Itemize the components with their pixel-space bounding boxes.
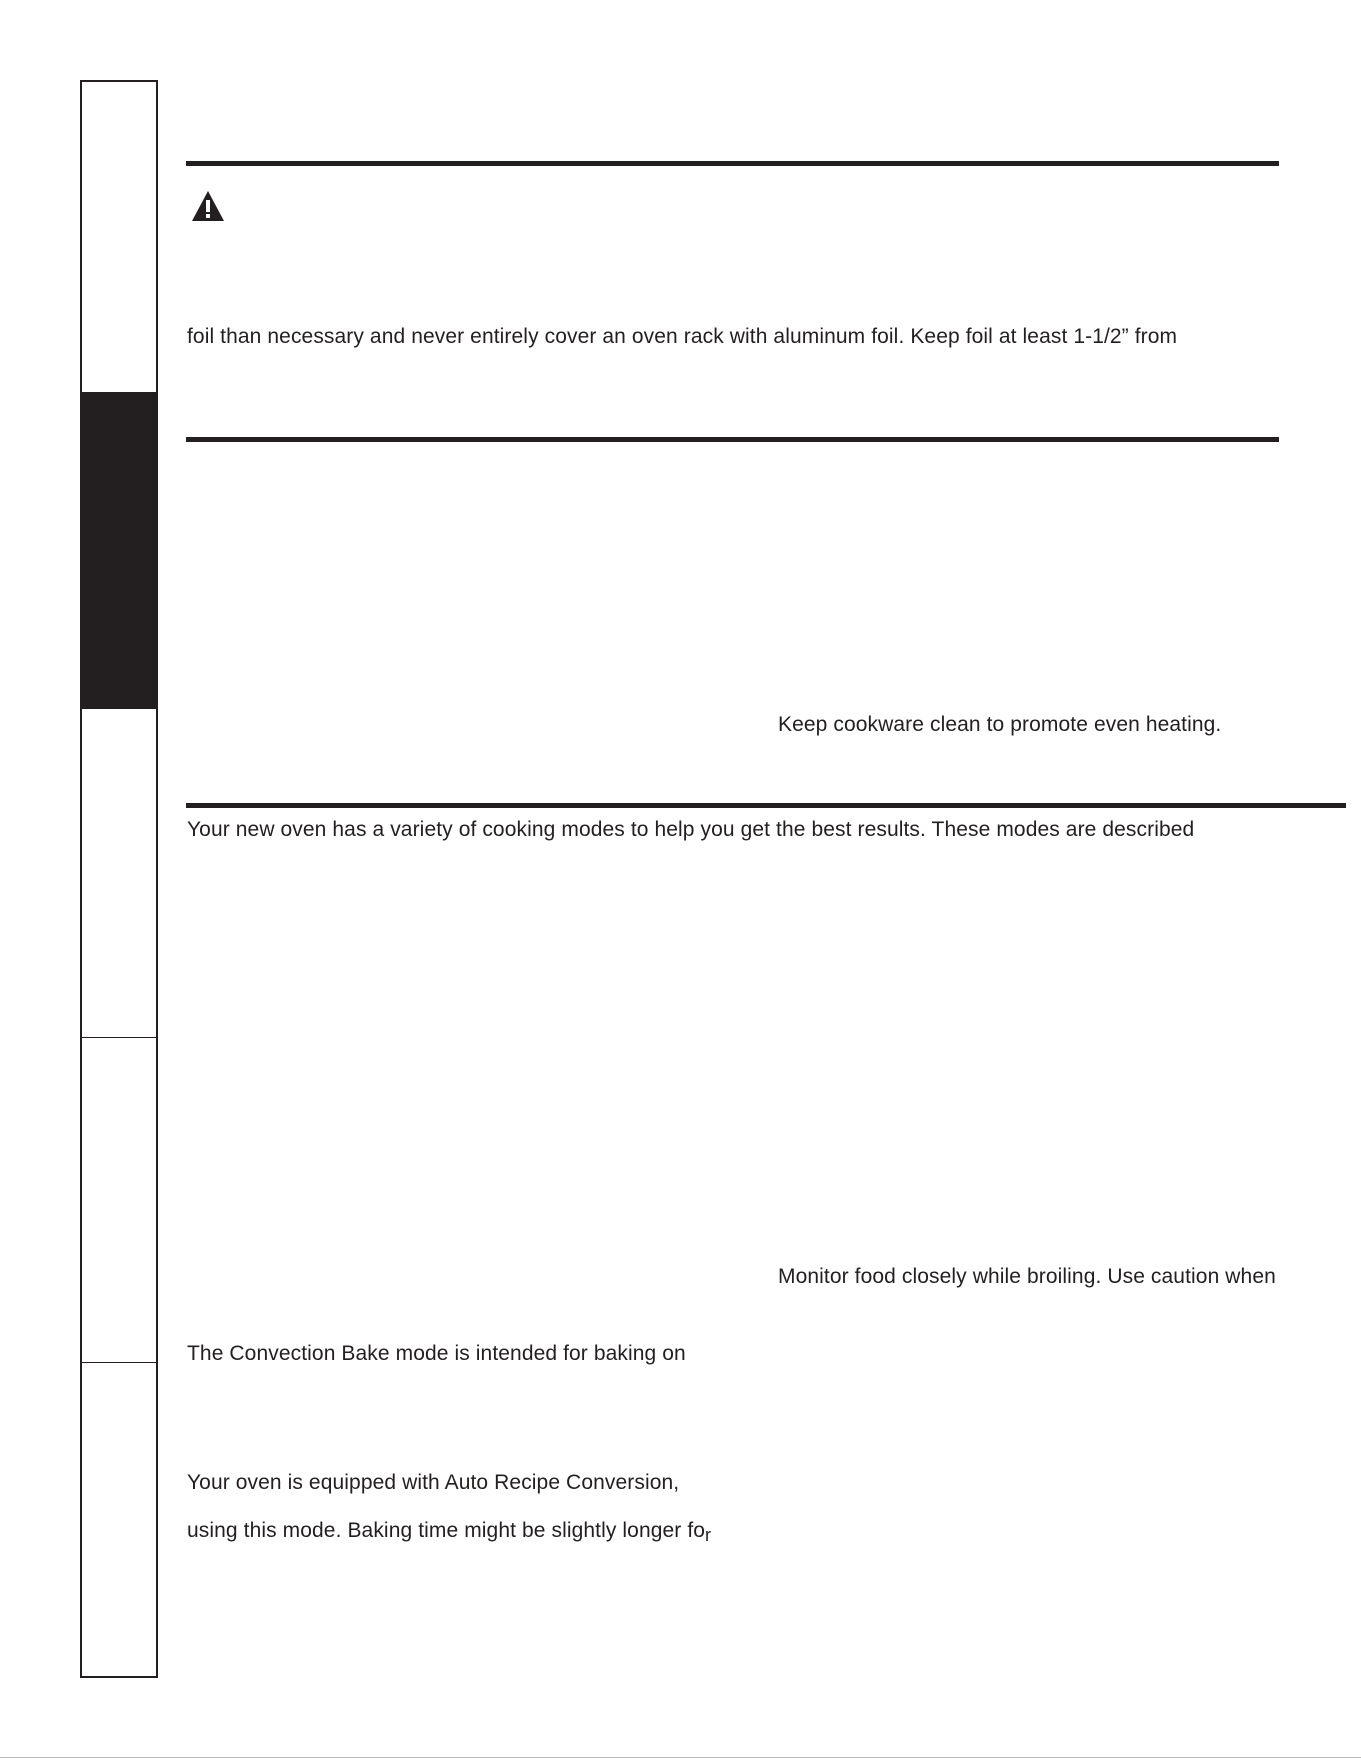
side-tab-divider <box>80 1037 158 1038</box>
page-bottom-rule <box>0 1757 1361 1758</box>
auto-recipe-text-line2-tail: r <box>705 1525 712 1545</box>
section-rule-top <box>186 161 1279 166</box>
modes-intro-text: Your new oven has a variety of cooking modes to help you get the best results. These modes are described <box>187 818 1195 841</box>
broil-caution-text: Monitor food closely while broiling. Use caution when <box>778 1265 1276 1288</box>
side-tab-strip <box>80 80 158 1678</box>
warning-triangle-icon <box>190 189 226 223</box>
auto-recipe-text-line1: Your oven is equipped with Auto Recipe Conversion, <box>187 1471 680 1494</box>
auto-recipe-text-line2 <box>187 1518 711 1544</box>
convection-bake-text: The Convection Bake mode is intended for baking on <box>187 1342 686 1365</box>
section-rule-modes <box>186 803 1346 808</box>
side-tab-active-section <box>80 392 158 709</box>
section-rule-cookware <box>186 437 1279 442</box>
side-tab-divider <box>80 1362 158 1363</box>
foil-warning-text: foil than necessary and never entirely cover an oven rack with aluminum foil. Keep foil at least 1-1/2” from <box>187 325 1178 348</box>
cookware-tip-text: Keep cookware clean to promote even heating. <box>778 713 1222 736</box>
auto-recipe-text-line2-main: using this mode. Baking time might be slightly longer fo <box>187 1519 706 1542</box>
